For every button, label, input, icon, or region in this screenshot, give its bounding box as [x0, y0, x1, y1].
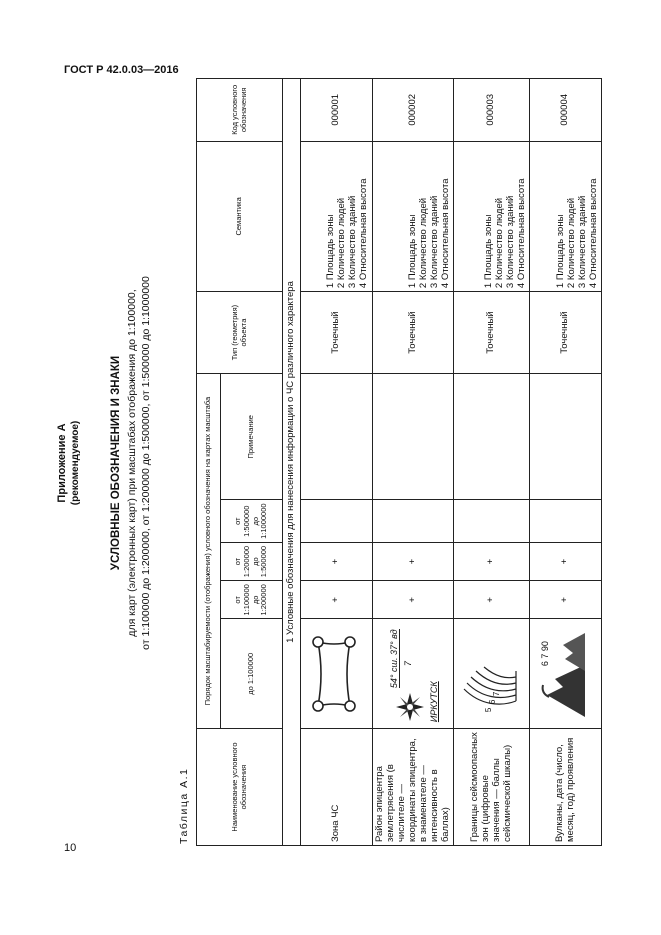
row-type: Точечный — [301, 292, 373, 374]
epicenter-symbol — [373, 619, 454, 729]
table-row — [301, 79, 373, 846]
header-scale-1: до 1:100000 — [221, 619, 283, 729]
appendix-subheading-1: для карт (электронных карт) при масштабах отображения до 1:100000, — [126, 289, 138, 637]
header-semantics: Семантика — [197, 141, 283, 291]
epicenter-coords: 54° сш. 37° вд — [389, 629, 399, 689]
epicenter-city: ИРКУТСК — [429, 681, 439, 723]
rotated-page-content — [48, 68, 618, 858]
header-name: Наименование условного обозначения — [197, 729, 283, 846]
row-name: Вулканы, дата (число, месяц, год) проявления — [530, 729, 602, 846]
row-name: Зона ЧС — [301, 729, 373, 846]
table-caption: Таблица А.1 — [178, 767, 190, 844]
row-semantics: 1 Площадь зоны 2 Количество людей 3 Количество зданий 4 Относительная высота — [454, 141, 530, 291]
table-row — [454, 79, 530, 846]
row-note — [530, 374, 602, 500]
volcano-symbol — [530, 619, 602, 729]
appendix-status: (рекомендуемое) — [70, 420, 81, 506]
row-note — [301, 374, 373, 500]
section-title: 1 Условные обозначения для нанесения информации о ЧС различного характера — [283, 79, 301, 846]
scale-mark — [530, 500, 602, 542]
row-code: 000004 — [530, 79, 602, 142]
row-code: 000002 — [373, 79, 454, 142]
header-scale-group: Порядок масштабируемости (отображения) условного обозначения на картах масштаба — [197, 374, 221, 729]
scale-mark: + — [454, 581, 530, 619]
volcano-date: 6 7 90 — [540, 641, 551, 667]
header-scale-2: от 1:100000 до 1:200000 — [221, 581, 283, 619]
row-note — [373, 374, 454, 500]
appendix-heading: УСЛОВНЫЕ ОБОЗНАЧЕНИЯ И ЗНАКИ — [110, 355, 122, 571]
document-id: ГОСТ Р 42.0.03—2016 — [64, 64, 179, 76]
row-type: Точечный — [454, 292, 530, 374]
header-scale-4: от 1:500000 до 1:1000000 — [221, 500, 283, 542]
table-row — [373, 79, 454, 846]
seismic-digit-7: 7 — [492, 691, 502, 697]
seismic-zones-symbol — [454, 619, 530, 729]
scale-mark: + — [530, 581, 602, 619]
appendix-title: Приложение А — [56, 423, 68, 503]
appendix-subheading-2: от 1:100000 до 1:200000, от 1:200000 до 1:500000, от 1:500000 до 1:1000000 — [140, 276, 152, 650]
scale-mark — [454, 500, 530, 542]
scale-mark: + — [373, 581, 454, 619]
seismic-digit-5: 5 — [484, 707, 494, 713]
header-note: Примечание — [221, 374, 283, 500]
row-semantics: 1 Площадь зоны 2 Количество людей 3 Количество зданий 4 Относительная высота — [373, 141, 454, 291]
scale-mark: + — [530, 542, 602, 580]
header-scale-3: от 1:200000 до 1:500000 — [221, 542, 283, 580]
row-semantics: 1 Площадь зоны 2 Количество людей 3 Количество зданий 4 Относительная высота — [301, 141, 373, 291]
row-type: Точечный — [373, 292, 454, 374]
scale-mark: + — [454, 542, 530, 580]
row-type: Точечный — [530, 292, 602, 374]
table-row — [530, 79, 602, 846]
row-code: 000003 — [454, 79, 530, 142]
scale-mark: + — [301, 542, 373, 580]
scale-mark — [373, 500, 454, 542]
row-note — [454, 374, 530, 500]
page-number: 10 — [64, 842, 77, 854]
row-name: Границы сейсмоопасных зон (цифровые значения — баллы сейсмической шкалы) — [454, 729, 530, 846]
scale-mark: + — [301, 581, 373, 619]
row-code: 000001 — [301, 79, 373, 142]
scale-mark: + — [373, 542, 454, 580]
row-semantics: 1 Площадь зоны 2 Количество людей 3 Количество зданий 4 Относительная высота — [530, 141, 602, 291]
header-type: Тип (геометрия) объекта — [197, 292, 283, 374]
scale-mark — [301, 500, 373, 542]
epicenter-star-icon — [395, 692, 425, 722]
seismic-digit-6: 6 — [488, 699, 498, 705]
header-code: Код условного обозначения — [197, 79, 283, 142]
zone-icon — [306, 624, 362, 724]
zone-symbol — [301, 619, 373, 729]
epicenter-intensity: 7 — [403, 661, 413, 667]
row-name: Район эпицентра землетрясения (в числителе — координаты эпицентра, в знаменателе — интенсивность в баллах) — [373, 729, 454, 846]
symbols-table — [196, 78, 602, 846]
